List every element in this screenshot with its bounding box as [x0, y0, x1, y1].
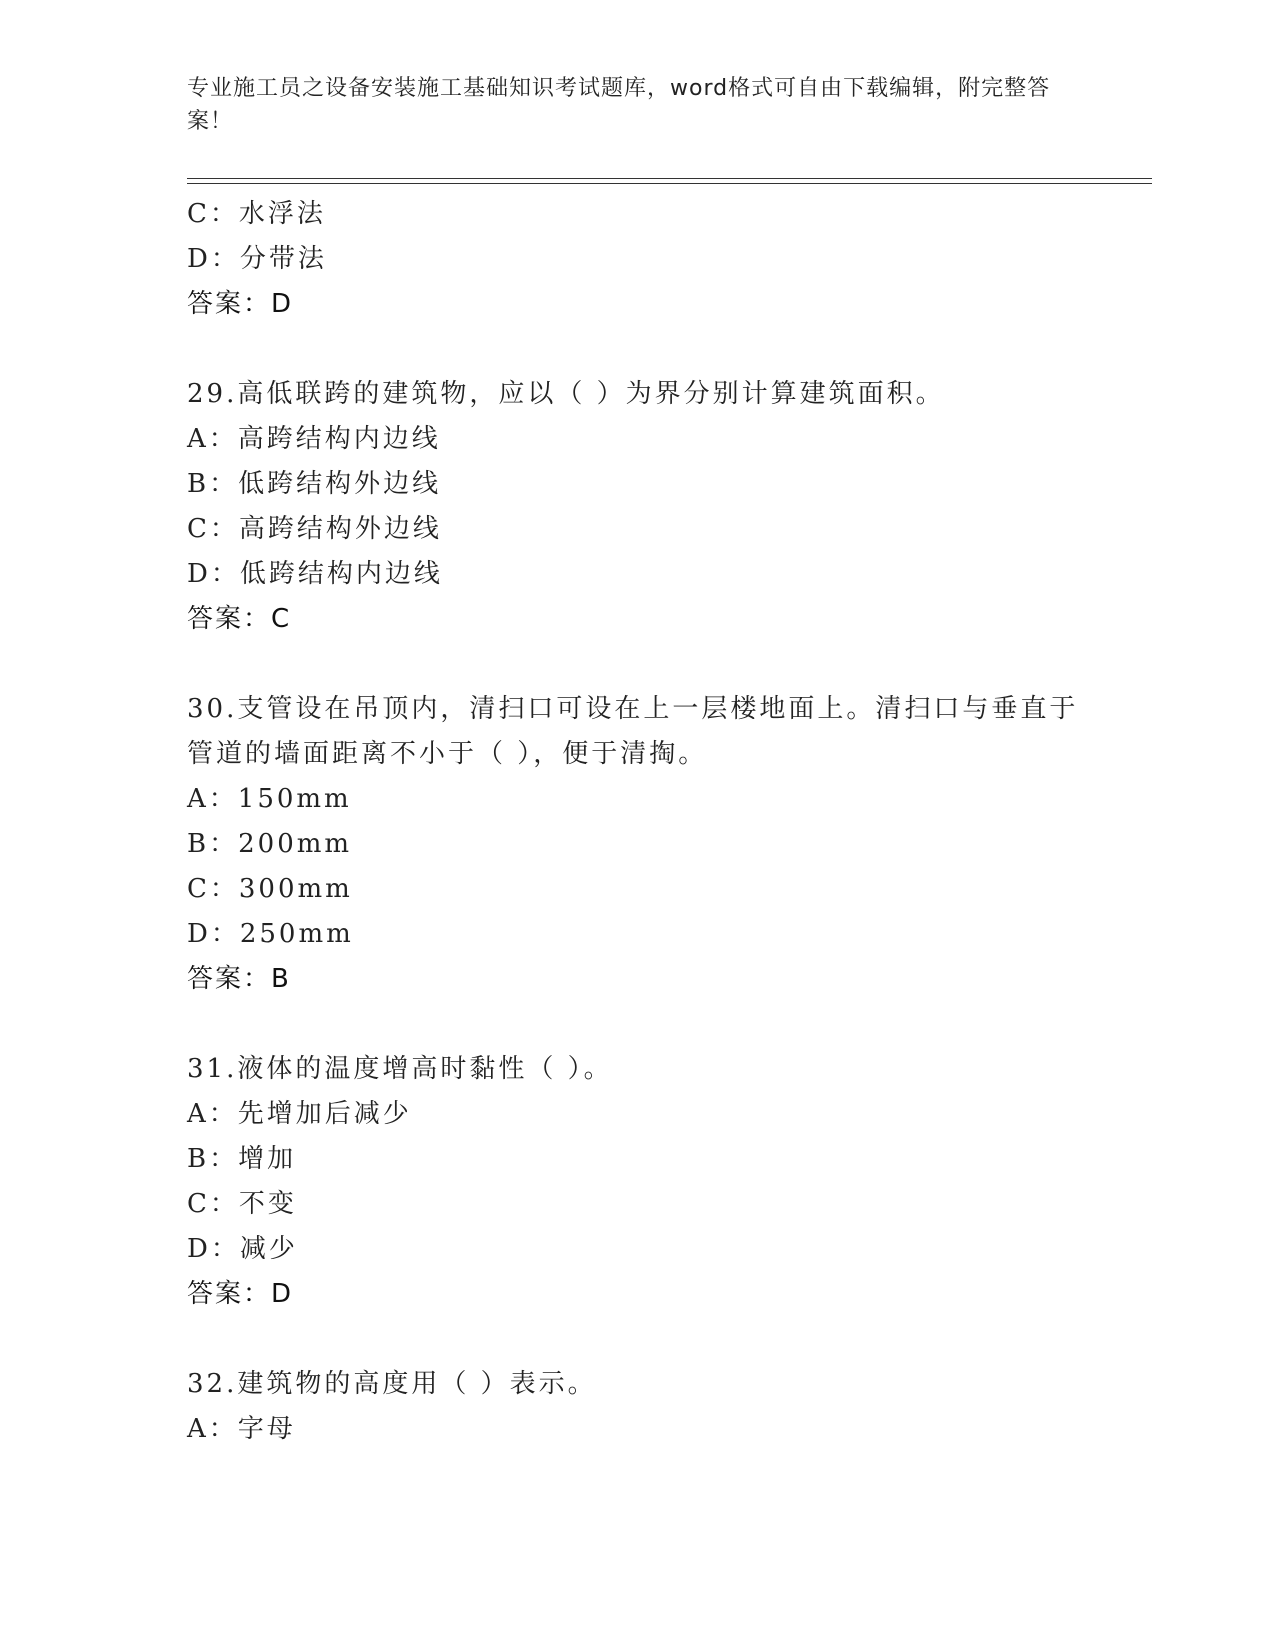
question-29: 29.高低联跨的建筑物，应以（ ）为界分别计算建筑面积。	[187, 379, 945, 409]
question-30-line-2: 管道的墙面距离不小于（ ），便于清掏。	[187, 739, 708, 769]
option-c: C：高跨结构外边线	[187, 514, 442, 544]
option-d: D：250mm	[187, 919, 354, 949]
option-a: A：高跨结构内边线	[187, 424, 441, 454]
option-a: A：150mm	[187, 784, 352, 814]
option-d: D：减少	[187, 1234, 298, 1264]
option-c: C：不变	[187, 1189, 297, 1219]
option-a: A：字母	[187, 1414, 296, 1444]
answer-line: 答案：B	[187, 964, 291, 994]
answer-line: 答案：D	[187, 1279, 294, 1309]
header-divider-bottom	[187, 183, 1152, 184]
option-a: A：先增加后减少	[187, 1099, 412, 1129]
option-b: B：低跨结构外边线	[187, 469, 442, 499]
option-c: C：300mm	[187, 874, 353, 904]
question-32: 32.建筑物的高度用（ ）表示。	[187, 1369, 597, 1399]
header-divider-top	[187, 178, 1152, 179]
option-b: B：增加	[187, 1144, 297, 1174]
option-b: B：200mm	[187, 829, 353, 859]
question-30-line-1: 30.支管设在吊顶内，清扫口可设在上一层楼地面上。清扫口与垂直于	[187, 694, 1079, 724]
option-d: D：分带法	[187, 244, 327, 274]
option-c: C：水浮法	[187, 199, 326, 229]
option-d: D：低跨结构内边线	[187, 559, 443, 589]
answer-line: 答案：D	[187, 289, 294, 319]
document-header: 专业施工员之设备安装施工基础知识考试题库，word格式可自由下载编辑，附完整答案！	[187, 76, 1051, 134]
answer-line: 答案：C	[187, 604, 292, 634]
question-31: 31.液体的温度增高时黏性（ ）。	[187, 1054, 613, 1084]
